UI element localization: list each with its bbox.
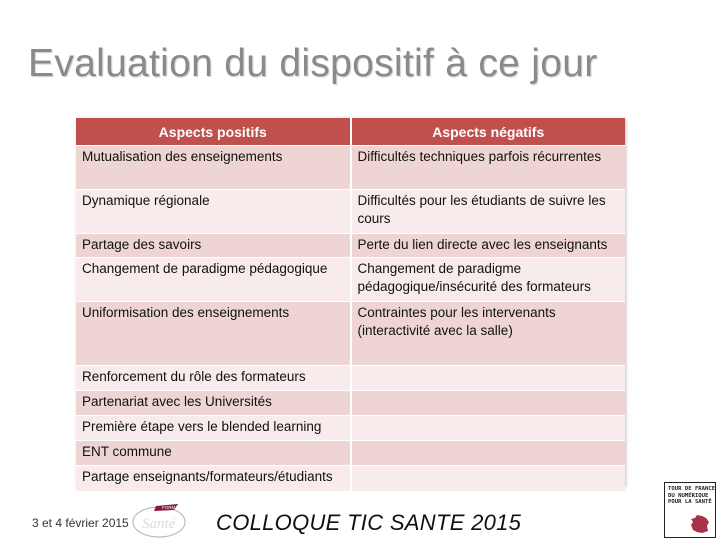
table-header-row xyxy=(76,118,625,146)
evaluation-table xyxy=(76,118,625,491)
logo-graphic xyxy=(126,498,196,540)
badge-line: POUR LA SANTÉ xyxy=(668,499,712,506)
negative-cell: Contraintes pour les intervenants (interactivité avec la salle) xyxy=(351,302,626,366)
france-map-icon xyxy=(689,514,711,534)
tour-de-france-badge xyxy=(664,482,716,538)
positive-cell: Mutualisation des enseignements xyxy=(76,146,351,190)
table-row xyxy=(76,466,625,491)
table-row xyxy=(76,190,625,234)
positive-cell: ENT commune xyxy=(76,441,351,466)
header-negative: Aspects négatifs xyxy=(351,118,626,146)
logo-top-text: FORMATION xyxy=(162,505,189,510)
table-row xyxy=(76,302,625,366)
positive-cell: Dynamique régionale xyxy=(76,190,351,234)
formation-sante-logo xyxy=(126,498,196,540)
table-row xyxy=(76,391,625,416)
positive-cell: Partage enseignants/formateurs/étudiants xyxy=(76,466,351,491)
table-row xyxy=(76,234,625,258)
positive-cell: Partage des savoirs xyxy=(76,234,351,258)
negative-cell xyxy=(351,441,626,466)
footer-date: 3 et 4 février 2015 xyxy=(32,516,129,530)
positive-cell: Renforcement du rôle des formateurs xyxy=(76,366,351,391)
negative-cell: Difficultés techniques parfois récurrentes xyxy=(351,146,626,190)
negative-cell: Perte du lien directe avec les enseignants xyxy=(351,234,626,258)
header-positive: Aspects positifs xyxy=(76,118,351,146)
badge-line: TOUR DE FRANCE xyxy=(668,486,716,492)
positive-cell: Partenariat avec les Universités xyxy=(76,391,351,416)
negative-cell xyxy=(351,466,626,491)
negative-cell: Difficultés pour les étudiants de suivre les cours xyxy=(351,190,626,234)
negative-cell xyxy=(351,366,626,391)
footer-title: COLLOQUE TIC SANTE 2015 xyxy=(216,510,522,535)
evaluation-table-container xyxy=(76,118,625,486)
negative-cell xyxy=(351,391,626,416)
logo-main-text: Santé xyxy=(142,516,176,532)
table-row xyxy=(76,441,625,466)
positive-cell: Uniformisation des enseignements xyxy=(76,302,351,366)
negative-cell xyxy=(351,416,626,441)
table-row xyxy=(76,258,625,302)
table-row xyxy=(76,366,625,391)
table-row xyxy=(76,416,625,441)
slide-title: Evaluation du dispositif à ce jour xyxy=(28,42,598,85)
negative-cell: Changement de paradigme pédagogique/insécurité des formateurs xyxy=(351,258,626,302)
table-row xyxy=(76,146,625,190)
positive-cell: Première étape vers le blended learning xyxy=(76,416,351,441)
positive-cell: Changement de paradigme pédagogique xyxy=(76,258,351,302)
badge-line: DU NUMÉRIQUE xyxy=(668,492,709,499)
